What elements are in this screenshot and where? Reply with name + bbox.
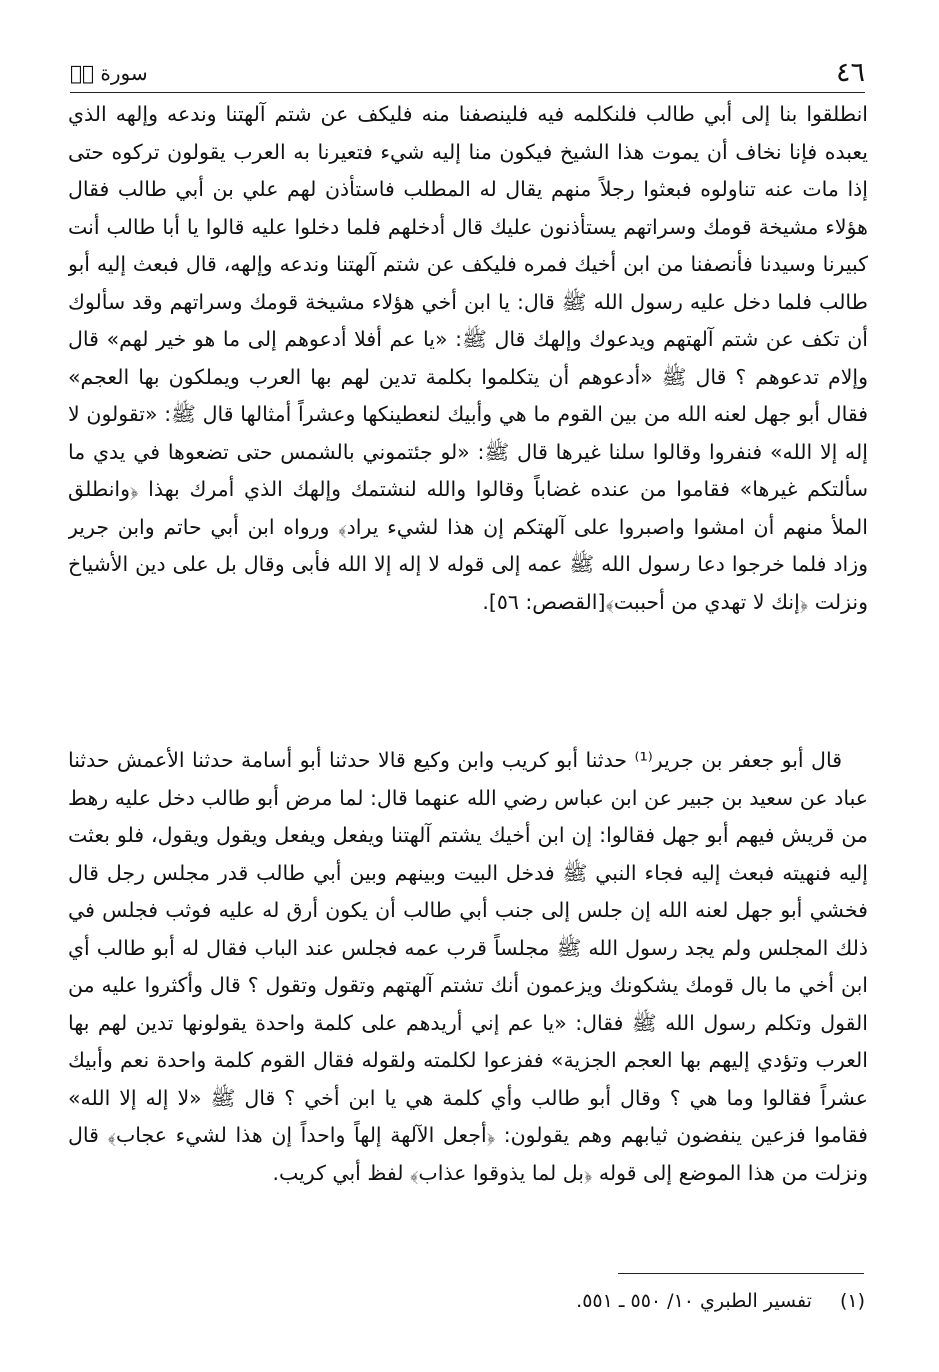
passage-2-text: قال أبو جعفر بن جرير⁽¹⁾ حدثنا أبو كريب وابن وكيع قالا حدثنا أبو أسامة حدثنا الأعمش حدثنا عباد عن سعيد بن جبير عن ابن عباس رضي الله عنهما قال: لما مرض أبو طالب دخل عليه رهط من قريش فيهم أبو جهل فقالوا: إن ابن أخيك يشتم آلهتنا ويفعل ويفعل ويقول ويقول، فلو بعثت إليه فنهيته فبعث إليه فجاء النبي ﷺ فدخل البيت وبينهم وبين أبي طالب قدر مجلس رجل قال فخشي أبو جهل لعنه الله إن جلس إلى جنب أبي طالب أن يكون أرق له عليه فوثب فجلس في ذلك المجلس ولم يجد رسول الله ﷺ مجلساً قرب عمه فجلس عند الباب فقال له أبو طالب أي ابن أخي ما بال قومك يشكونك ويزعمون أنك تشتم آلهتهم وتقول وتقول ؟ قال وأكثروا عليه من القول وتكلم رسول الله ﷺ فقال: «يا عم إني أريدهم على كلمة واحدة يقولونها تدين لهم بها العرب وتؤدي إليهم بها العجم الجزية» ففزعوا لكلمته ولقوله فقال القوم كلمة واحدة نعم وأبيك عشراً فقالوا وما هي ؟ وقال أبو طالب وأي كلمة هي يا ابن أخي ؟ قال ﷺ «لا إله إلا الله» فقاموا فزعين ينفضون ثيابهم وهم يقولون: ﴿أجعل الآلهة إلهاً واحداً إن هذا لشيء عجاب﴾ قال ونزلت من هذا الموضع إلى قوله ﴿بل لما يذوقوا عذاب﴾ لفظ أبي كريب. [68, 748, 868, 1185]
footnote-marker: (١) [839, 1290, 865, 1312]
footnote-rule [618, 1273, 864, 1274]
passage-1-text: انطلقوا بنا إلى أبي طالب فلنكلمه فيه فلينصفنا منه فليكف عن شتم آلهتنا وندعه وإلهه الذي يعبده فإنا نخاف أن يموت هذا الشيخ فيكون منا إليه شيء فتعيرنا به العرب يقولون تركوه حتى إذا مات عنه تناولوه فبعثوا رجلاً منهم يقال له المطلب فاستأذن لهم علي بن أبي طالب فقال هؤلاء مشيخة قومك وسراتهم يستأذنون عليك قال أدخلهم فلما دخلوا عليه قالوا يا أبا طالب أنت كبيرنا وسيدنا فأنصفنا من ابن أخيك فمره فليكف عن شتم آلهتنا وندعه وإلهه، قال فبعث إليه أبو طالب فلما دخل عليه رسول الله ﷺ قال: يا ابن أخي هؤلاء مشيخة قومك وسراتهم وقد سألوك أن تكف عن شتم آلهتهم ويدعوك وإلهك قال ﷺ: «يا عم أفلا أدعوهم إلى ما هو خير لهم» قال وإلام تدعوهم ؟ قال ﷺ «أدعوهم أن يتكلموا بكلمة تدين لهم بها العرب ويملكون بها العجم» فقال أبو جهل لعنه الله من بين القوم ما هي وأبيك لنعطينكها وعشراً أمثالها قال ﷺ: «تقولون لا إله إلا الله» فنفروا وقالوا سلنا غيرها قال ﷺ: «لو جئتموني بالشمس حتى تضعوها في يدي ما سألتكم غيرها» فقاموا من عنده غضاباً وقالوا والله لنشتمك وإلهك الذي أمرك بهذا ﴿وانطلق الملأ منهم أن امشوا واصبروا على آلهتكم إن هذا لشيء يراد﴾ ورواه ابن أبي حاتم وابن جرير وزاد فلما خرجوا دعا رسول الله ﷺ عمه إلى قوله لا إله إلا الله فأبى وقال بل على دين الأشياخ ونزلت ﴿إنك لا تهدي من أحببت﴾[القصص: ٥٦]. [68, 102, 868, 614]
footnote [300, 1286, 865, 1316]
page-number: ٤٦ [835, 57, 865, 88]
footnote-text: تفسير الطبري ١٠/ ٥٥٠ ـ ٥٥١. [576, 1290, 812, 1312]
passage-1 [68, 96, 868, 696]
surah-title: سورة صۤ [70, 61, 148, 85]
header-rule [70, 92, 865, 93]
running-header [70, 55, 865, 95]
passage-2 [68, 742, 868, 1267]
